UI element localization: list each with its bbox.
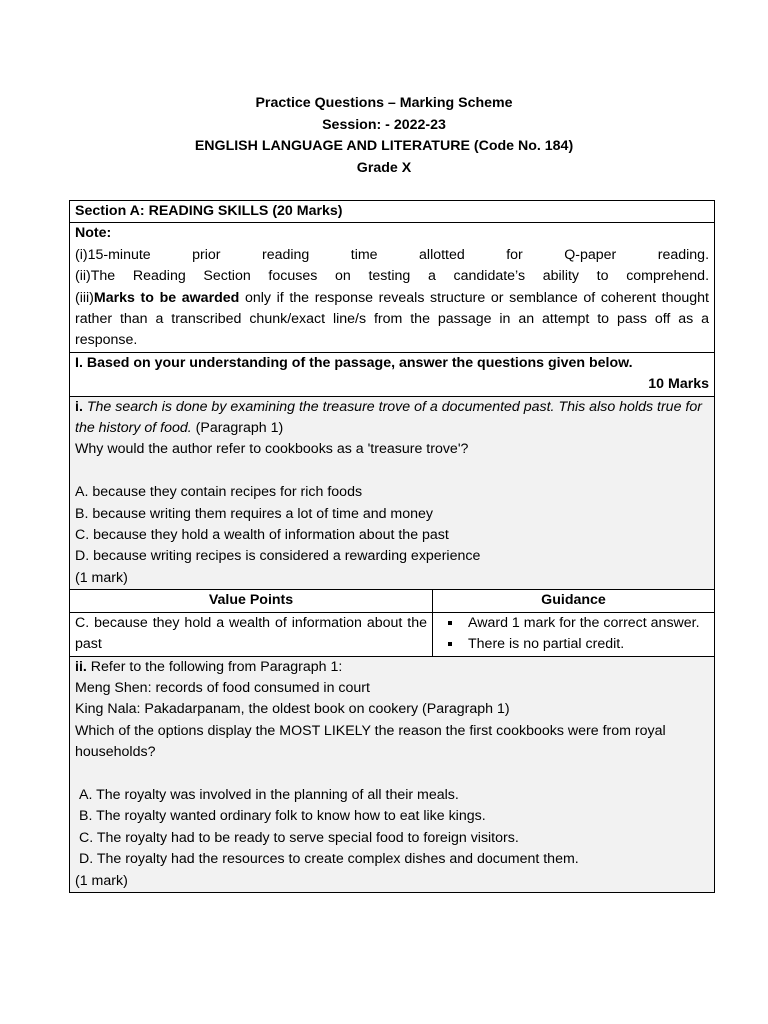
note-item-2: (ii)The Reading Section focuses on testing a candidate’s ability to comprehend. [75,268,710,285]
question-2-option-d: D. The royalty had the resources to create complex dishes and document them. [79,851,579,868]
question-1-option-b: B. because writing them requires a lot of time and money [75,505,434,522]
note-item-3-bold: Marks to be awarded [93,289,240,306]
part-instruction [70,352,715,396]
note-item-3 [75,288,709,352]
question-2-line-1: Meng Shen: records of food consumed in court [75,679,370,696]
question-1-guidance [433,612,715,656]
note-label: Note: [75,225,112,242]
part-marks: 10 Marks [648,376,710,393]
question-1-text: Why would the author refer to cookbooks as a 'treasure trove'? [75,441,469,458]
guidance-item [458,613,709,634]
question-2-mark: (1 mark) [75,872,128,889]
question-2-option-c: C. The royalty had to be ready to serve special food to foreign visitors. [79,829,519,846]
value-points-header: Value Points [70,590,433,612]
question-2-option-a: A. The royalty was involved in the planning of all their meals. [79,786,459,803]
question-1 [70,396,715,590]
question-2-option-b: B. The royalty wanted ordinary folk to know how to eat like kings. [79,808,486,825]
guidance-list [438,613,709,656]
bullet-icon [448,642,452,646]
note-item-3-prefix: (iii) [75,289,94,306]
bullet-icon [448,621,452,625]
header-title: Practice Questions – Marking Scheme [255,95,513,111]
part-instruction-text: I. Based on your understanding of the passage, answer the questions given below. [75,354,633,371]
question-2-line-2: King Nala: Pakadarpanam, the oldest book on cookery (Paragraph 1) [75,701,510,718]
question-1-answer: C. because they hold a wealth of information about the past [70,612,433,656]
header-session: Session: - 2022-23 [322,116,446,133]
section-title: Section A: READING SKILLS (20 Marks) [70,201,715,223]
question-1-option-c: C. because they hold a wealth of information about the past [75,527,449,544]
question-1-ref: (Paragraph 1) [191,420,284,437]
question-1-mark: (1 mark) [75,569,128,586]
header-subject: ENGLISH LANGUAGE AND LITERATURE (Code No. 184) [194,138,574,154]
marking-scheme-table [69,200,715,893]
header-grade: Grade X [356,159,412,176]
guidance-header: Guidance [433,590,715,612]
question-2-text: Which of the options display the MOST LIKELY the reason the first cookbooks were from royal households? [75,722,666,761]
question-2-number: ii. [75,658,87,675]
note-item-3-rest: only if the response reveals structure or semblance of coherent thought rather than a transcribed chunk/exact line/s from the passage in an attempt to pass off as a response. [75,289,710,349]
question-1-quote [75,397,709,440]
question-1-option-a: A. because they contain recipes for rich foods [75,484,363,501]
guidance-item-text: There is no partial credit. [468,636,625,653]
question-1-quote-text: The search is done by examining the treasure trove of a documented past. This also holds true for the history of food. [75,398,702,437]
document-header [0,93,768,179]
note-item-1: (i)15-minute prior reading time allotted for Q-paper reading. [75,246,710,263]
question-1-option-d: D. because writing recipes is considered a rewarding experience [75,548,481,565]
guidance-item [458,634,709,655]
question-1-number: i. [75,398,83,415]
question-2-intro-text: Refer to the following from Paragraph 1: [86,658,343,675]
note-block [70,223,715,352]
guidance-item-text: Award 1 mark for the correct answer. [468,614,700,631]
question-2-intro [75,657,709,678]
question-2 [70,656,715,892]
